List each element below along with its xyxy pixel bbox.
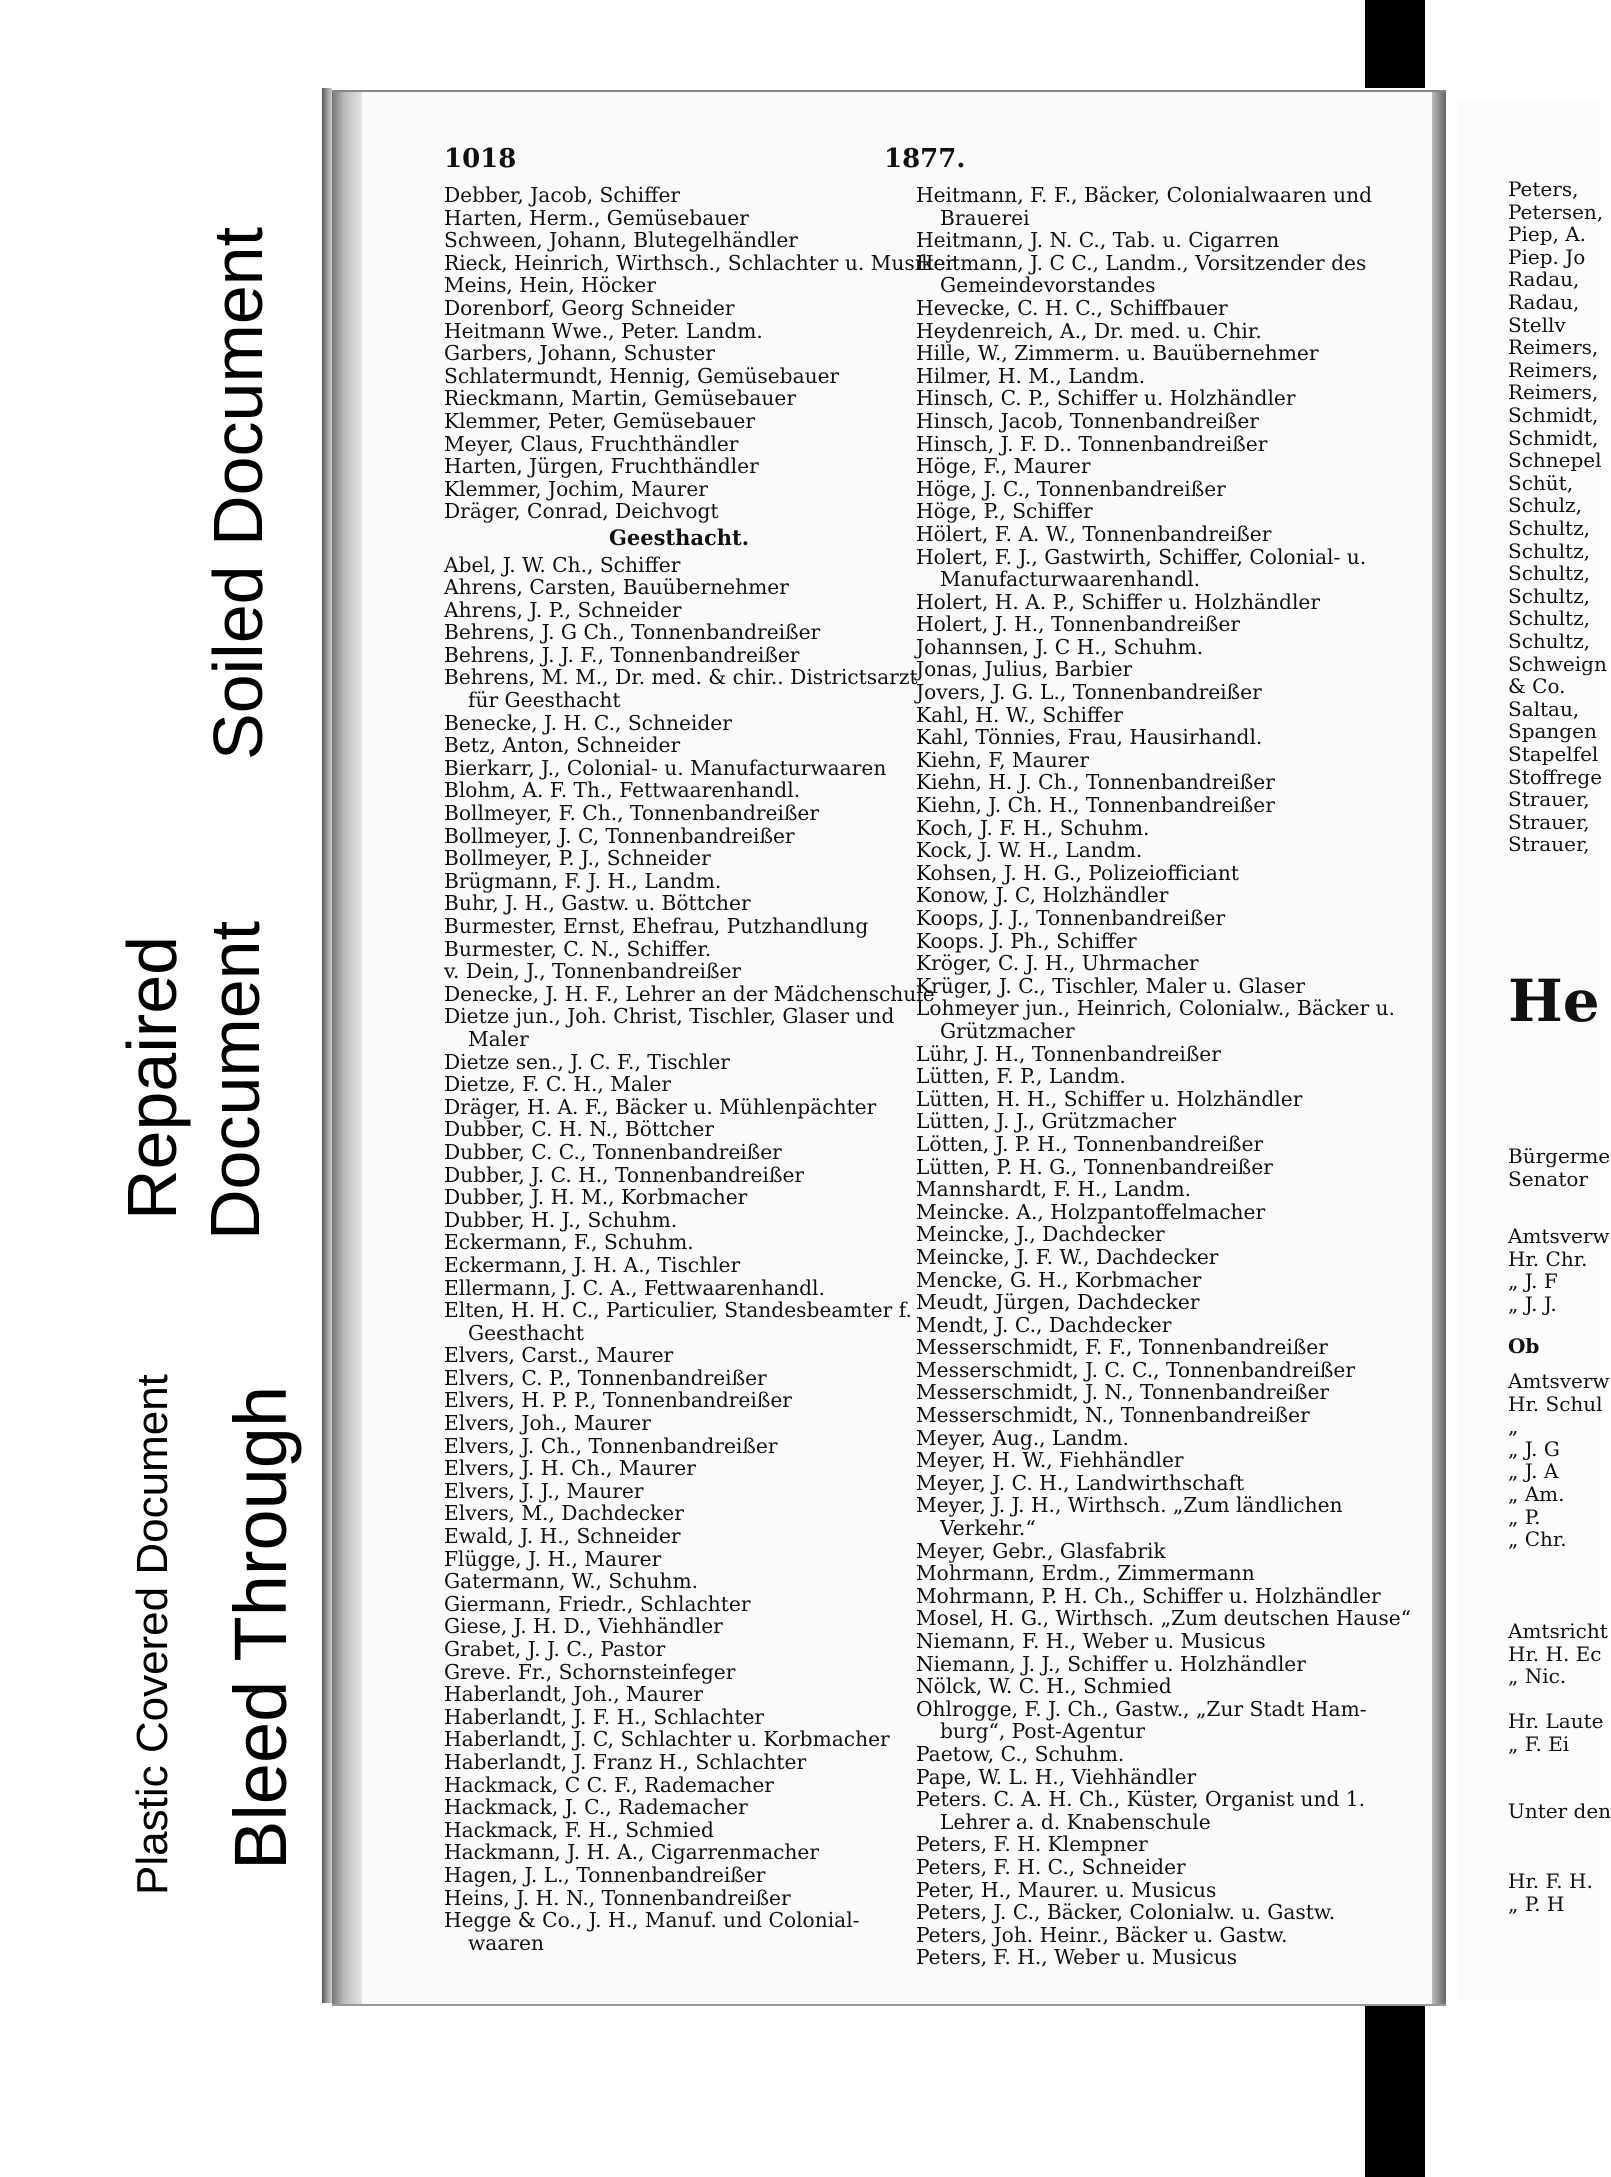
directory-entry: Meincke, J., Dachdecker (916, 1222, 1165, 1247)
adjacent-page-text: „ F. Ei (1508, 1731, 1570, 1756)
page-edge-shadow (322, 88, 332, 2003)
directory-entry: Hinsch, C. P., Schiffer u. Holzhändler (916, 386, 1296, 411)
directory-entry: Meyer, J. J. H., Wirthsch. „Zum ländlichen (916, 1493, 1343, 1518)
directory-entry: Burmester, Ernst, Ehefrau, Putzhandlung (444, 914, 869, 938)
directory-entry: Holert, H. A. P., Schiffer u. Holzhändler (916, 589, 1321, 614)
adjacent-page-text: Schmidt, (1508, 425, 1599, 450)
adjacent-page-text: Hr. Chr. (1508, 1246, 1588, 1271)
directory-entry: Dubber, J. H. M., Korbmacher (444, 1185, 748, 1210)
directory-entry: Dietze, F. C. H., Maler (444, 1072, 671, 1097)
directory-entry: Peters. C. A. H. Ch., Küster, Organist und 1. (916, 1787, 1366, 1812)
adjacent-page-text: Schnepel (1508, 448, 1602, 473)
adjacent-page-text: Hr. F. H. (1508, 1869, 1593, 1893)
directory-entry: Elvers, Joh., Maurer (444, 1411, 651, 1436)
directory-entry: Lütten, J. J., Grützmacher (916, 1109, 1177, 1134)
directory-entry: Kiehn, H. J. Ch., Tonnenbandreißer (916, 770, 1275, 795)
directory-entry: Peter, H., Maurer. u. Musicus (916, 1877, 1217, 1902)
directory-entry: Dietze jun., Joh. Christ, Tischler, Glaser und (444, 1004, 895, 1029)
left-column (444, 183, 955, 1955)
directory-entry: Meyer, Aug., Landm. (916, 1425, 1129, 1450)
adjacent-page-text: Schultz, (1508, 629, 1590, 653)
directory-entry: Betz, Anton, Schneider (444, 733, 681, 758)
page-header (444, 144, 1356, 180)
directory-entry: burg“, Post-Agentur (940, 1719, 1146, 1744)
directory-entry: Meyer, J. C. H., Landwirthschaft (916, 1470, 1245, 1495)
directory-entry: Bierkarr, J., Colonial- u. Manufacturwaaren (444, 755, 887, 780)
directory-entry: Buhr, J. H., Gastw. u. Böttcher (444, 891, 751, 916)
directory-entry: Gemeindevorstandes (940, 273, 1156, 298)
adjacent-page-text: Schultz, (1508, 516, 1590, 540)
directory-entry: Höge, P., Schiffer (916, 499, 1093, 524)
adjacent-page-text: Amtsverw (1508, 1369, 1610, 1393)
directory-entry: Kiehn, F, Maurer (916, 747, 1089, 772)
directory-entry: Jovers, J. G. L., Tonnenbandreißer (916, 680, 1262, 705)
directory-entry: Kahl, H. W., Schiffer (916, 702, 1123, 727)
directory-entry: Debber, Jacob, Schiffer (444, 183, 681, 207)
directory-entry: Kohsen, J. H. G., Polizeiofficiant (916, 860, 1240, 885)
directory-entry: Dietze sen., J. C. F., Tischler (444, 1049, 730, 1074)
directory-entry: Behrens, M. M., Dr. med. & chir.. Districtsarzt (444, 665, 918, 690)
adjacent-page-heading: He (1508, 967, 1600, 1035)
adjacent-page-text: Schultz, (1508, 583, 1590, 608)
directory-entry: Hinsch, Jacob, Tonnenbandreißer (916, 408, 1259, 433)
adjacent-page-text: Amtsverw (1508, 1224, 1610, 1248)
adjacent-page-fragment (1458, 100, 1611, 2000)
directory-entry: waaren (468, 1930, 544, 1955)
directory-entry: Haberlandt, J. C, Schlachter u. Korbmacher (444, 1727, 890, 1752)
section-heading-geesthacht: Geesthacht. (608, 524, 750, 550)
directory-entry: Peters, F. H. C., Schneider (916, 1854, 1186, 1879)
book-page (332, 90, 1446, 2006)
directory-entry: Harten, Herm., Gemüsebauer (444, 205, 749, 230)
directory-entry: Krüger, J. C., Tischler, Maler u. Glaser (916, 973, 1306, 998)
directory-entry: für Geesthacht (468, 688, 621, 713)
directory-entry: Manufacturwaarenhandl. (940, 567, 1201, 592)
directory-entry: Hackmack, F. H., Schmied (444, 1817, 714, 1842)
directory-entry: Mencke, G. H., Korbmacher (916, 1267, 1202, 1292)
directory-entry: Peters, Joh. Heinr., Bäcker u. Gastw. (916, 1922, 1288, 1947)
adjacent-page-text: Strauer, (1508, 809, 1590, 834)
adjacent-page-text: „ Chr. (1508, 1527, 1567, 1552)
adjacent-page-text: Hr. Laute (1508, 1709, 1604, 1733)
directory-entry: Heins, J. H. N., Tonnenbandreißer (444, 1885, 791, 1910)
directory-entry: Harten, Jürgen, Fruchthändler (444, 454, 759, 479)
directory-entry: Mannshardt, F. H., Landm. (916, 1177, 1192, 1202)
repaired-label-line2: Document (196, 920, 274, 1240)
directory-entry: Nölck, W. C. H., Schmied (916, 1674, 1172, 1699)
directory-entry: Heydenreich, A., Dr. med. u. Chir. (916, 318, 1262, 343)
directory-entry: Hagen, J. L., Tonnenbandreißer (444, 1862, 766, 1887)
directory-entry: Kiehn, J. Ch. H., Tonnenbandreißer (916, 793, 1275, 818)
adjacent-page-text: Radau, (1508, 290, 1580, 314)
directory-entry: Bollmeyer, J. C, Tonnenbandreißer (444, 823, 795, 848)
directory-entry: Elvers, J. Ch., Tonnenbandreißer (444, 1433, 778, 1458)
directory-entry: Lütten, H. H., Schiffer u. Holzhändler (916, 1086, 1303, 1111)
adjacent-page-text: Schultz, (1508, 538, 1590, 563)
directory-entry: Schween, Johann, Blutegelhändler (444, 228, 798, 253)
directory-entry: Grabet, J. J. C., Pastor (444, 1637, 666, 1661)
directory-entry: Koops. J. Ph., Schiffer (916, 928, 1137, 953)
directory-entry: Maler (468, 1026, 529, 1051)
directory-entry: Klemmer, Peter, Gemüsebauer (444, 408, 756, 433)
adjacent-page-text: Schmidt, (1508, 403, 1599, 427)
directory-entry: Giese, J. H. D., Viehhändler (444, 1614, 723, 1639)
directory-entry: Peters, F. H. Klempner (916, 1832, 1148, 1857)
page-year: 1877. (884, 144, 966, 174)
adjacent-page-text: Reimers, (1508, 380, 1599, 405)
directory-entry: Höge, F., Maurer (916, 454, 1091, 479)
directory-entry: Haberlandt, Joh., Maurer (444, 1682, 703, 1707)
directory-entry: Burmester, C. N., Schiffer. (444, 936, 712, 961)
adjacent-page-subheading: Ob (1508, 1334, 1540, 1358)
directory-entry: Elvers, C. P., Tonnenbandreißer (444, 1365, 767, 1390)
directory-entry: Flügge, J. H., Maurer (444, 1546, 662, 1571)
bleed-through-label: Bleed Through (219, 1385, 302, 1870)
directory-entry: Elvers, H. P. P., Tonnenbandreißer (444, 1388, 792, 1413)
directory-entry: Ahrens, Carsten, Bauübernehmer (444, 575, 789, 600)
directory-entry: Messerschmidt, J. C. C., Tonnenbandreißer (916, 1357, 1355, 1382)
directory-entry: Haberlandt, J. Franz H., Schlachter (444, 1749, 807, 1774)
directory-entry: Meyer, H. W., Fiehhändler (916, 1448, 1184, 1473)
adjacent-page-text: Reimers, (1508, 335, 1599, 360)
directory-entry: Eckermann, F., Schuhm. (444, 1230, 694, 1255)
adjacent-page-text: Peters, (1508, 177, 1579, 201)
directory-entry: Elten, H. H. C., Particulier, Standesbeamter f. (444, 1298, 912, 1323)
directory-entry: Behrens, J. G Ch., Tonnenbandreißer (444, 620, 821, 645)
directory-entry: Dubber, H. J., Schuhm. (444, 1207, 678, 1232)
directory-entry: Meins, Hein, Höcker (444, 273, 657, 298)
directory-entry: Elvers, M., Dachdecker (444, 1501, 684, 1526)
directory-entry: Ahrens, J. P., Schneider (444, 597, 682, 622)
directory-entry: Verkehr.“ (940, 1516, 1036, 1541)
adjacent-page-text: Bürgerme (1508, 1144, 1611, 1168)
directory-entry: Elvers, J. J., Maurer (444, 1478, 644, 1503)
directory-entry: Hegge & Co., J. H., Manuf. und Colonial- (444, 1908, 860, 1933)
directory-entry: Mosel, H. G., Wirthsch. „Zum deutschen Hause“ (916, 1606, 1411, 1631)
adjacent-page-text: „ Am. (1508, 1482, 1565, 1506)
directory-entry: Mohrmann, P. H. Ch., Schiffer u. Holzhändler (916, 1583, 1381, 1608)
soiled-document-label: Soiled Document (199, 226, 277, 760)
directory-entry: Ewald, J. H., Schneider (444, 1524, 681, 1549)
page-number: 1018 (444, 144, 517, 174)
directory-entry: Mendt, J. C., Dachdecker (916, 1312, 1172, 1337)
directory-entry: Johannsen, J. C H., Schuhm. (916, 634, 1204, 659)
directory-entry: Gatermann, W., Schuhm. (444, 1569, 699, 1594)
directory-entry: Lohmeyer jun., Heinrich, Colonialw., Bäcker u. (916, 996, 1395, 1021)
directory-entry: Hevecke, C. H. C., Schiffbauer (916, 295, 1228, 320)
directory-entry: Schlatermundt, Hennig, Gemüsebauer (444, 363, 840, 388)
directory-entry: Dräger, H. A. F., Bäcker u. Mühlenpächter (444, 1094, 877, 1119)
directory-entry: Lehrer a. d. Knabenschule (940, 1809, 1211, 1834)
directory-entry: Dubber, C. H. N., Böttcher (444, 1117, 714, 1142)
adjacent-page-text: „ P. H (1508, 1891, 1565, 1916)
adjacent-page-text: „ J. A (1508, 1459, 1559, 1484)
directory-entry: Heitmann, F. F., Bäcker, Colonialwaaren und (916, 183, 1373, 207)
adjacent-page-text: „ P. (1508, 1504, 1541, 1529)
directory-entry: Lühr, J. H., Tonnenbandreißer (916, 1041, 1221, 1066)
directory-entry: Höge, J. C., Tonnenbandreißer (916, 476, 1226, 501)
adjacent-page-text: Schulz, (1508, 493, 1582, 518)
directory-entry: Heitmann, J. C C., Landm., Vorsitzender des (916, 250, 1367, 275)
directory-entry: Greve. Fr., Schornsteinfeger (444, 1659, 736, 1684)
adjacent-page-text: Stoffrege (1508, 764, 1603, 789)
directory-entry: Ellermann, J. C. A., Fettwaarenhandl. (444, 1275, 825, 1300)
adjacent-page-text: Amtsricht (1508, 1619, 1608, 1643)
directory-entry: Meudt, Jürgen, Dachdecker (916, 1290, 1200, 1315)
directory-entry: Denecke, J. H. F., Lehrer an der Mädchenschule (444, 981, 935, 1006)
adjacent-page-text: Unter den (1508, 1799, 1611, 1823)
directory-entry: Messerschmidt, N., Tonnenbandreißer (916, 1403, 1310, 1428)
adjacent-page-text: „ J. G (1508, 1436, 1560, 1461)
adjacent-page-text: Strauer, (1508, 832, 1590, 857)
directory-entry: Kock, J. W. H., Landm. (916, 838, 1143, 863)
adjacent-page-text: „ J. F (1508, 1269, 1558, 1294)
plastic-covered-label: Plastic Covered Document (128, 1374, 177, 1895)
directory-entry: Hölert, F. A. W., Tonnenbandreißer (916, 521, 1272, 546)
directory-entry: Brauerei (940, 205, 1030, 230)
directory-entry: Kahl, Tönnies, Frau, Hausirhandl. (916, 725, 1263, 750)
directory-entry: Lötten, J. P. H., Tonnenbandreißer (916, 1131, 1264, 1156)
directory-entry: Dorenborf, Georg Schneider (444, 295, 735, 320)
adjacent-page-text: Senator (1508, 1166, 1588, 1191)
directory-entry: Ohlrogge, F. J. Ch., Gastw., „Zur Stadt Ham- (916, 1696, 1367, 1721)
directory-entry: Meincke. A., Holzpantoffelmacher (916, 1199, 1266, 1224)
black-tab-top (1365, 0, 1425, 88)
directory-entry: Grützmacher (940, 1018, 1075, 1043)
directory-entry: Brügmann, F. J. H., Landm. (444, 868, 722, 893)
directory-entry: Giermann, Friedr., Schlachter (444, 1591, 751, 1616)
adjacent-page-text: Saltau, (1508, 696, 1580, 721)
directory-entry: Niemann, J. J., Schiffer u. Holzhändler (916, 1651, 1306, 1676)
adjacent-page-text: Petersen, (1508, 199, 1604, 224)
directory-entry: v. Dein, J., Tonnenbandreißer (444, 959, 742, 984)
page-spine-edge (332, 92, 362, 2004)
page-gutter (1432, 92, 1446, 2004)
adjacent-page-text: Spangen (1508, 719, 1597, 744)
right-column (916, 183, 1411, 1970)
directory-entry: Hille, W., Zimmerm. u. Bauübernehmer (916, 341, 1319, 366)
directory-entry: Niemann, F. H., Weber u. Musicus (916, 1629, 1266, 1653)
directory-entry: Geesthacht (468, 1320, 584, 1345)
directory-entry: Konow, J. C, Holzhändler (916, 883, 1169, 908)
directory-entry: Abel, J. W. Ch., Schiffer (444, 552, 681, 577)
directory-entry: Bollmeyer, F. Ch., Tonnenbandreißer (444, 801, 820, 826)
directory-entry: Behrens, J. J. F., Tonnenbandreißer (444, 642, 800, 667)
adjacent-page-text: Strauer, (1508, 787, 1590, 812)
adjacent-page-text: Hr. H. Ec (1508, 1641, 1602, 1666)
directory-entry: Dräger, Conrad, Deichvogt (444, 499, 719, 524)
directory-entry: Peters, J. C., Bäcker, Colonialw. u. Gastw. (916, 1900, 1336, 1925)
directory-entry: Kröger, C. J. H., Uhrmacher (916, 951, 1199, 976)
directory-entry: Rieck, Heinrich, Wirthsch., Schlachter u. Musiker (444, 250, 955, 275)
directory-entry: Hackmack, J. C., Rademacher (444, 1795, 748, 1820)
directory-entry: Paetow, C., Schuhm. (916, 1741, 1125, 1766)
adjacent-page-text: Schweign (1508, 651, 1607, 676)
directory-entry: Koch, J. F. H., Schuhm. (916, 815, 1150, 840)
directory-entry: Heitmann, J. N. C., Tab. u. Cigarren (916, 228, 1280, 253)
directory-entry: Jonas, Julius, Barbier (916, 657, 1133, 682)
directory-entry: Messerschmidt, F. F., Tonnenbandreißer (916, 1335, 1328, 1360)
directory-entry: Klemmer, Jochim, Maurer (444, 476, 708, 501)
adjacent-page-text: Stapelfel (1508, 742, 1599, 766)
directory-entry: Holert, F. J., Gastwirth, Schiffer, Colonial- u. (916, 544, 1367, 569)
adjacent-page-text: „ J. J. (1508, 1291, 1557, 1316)
directory-entry: Lütten, F. P., Landm. (916, 1064, 1126, 1089)
adjacent-page-text: & Co. (1508, 674, 1566, 699)
directory-entry: Pape, W. L. H., Viehhändler (916, 1764, 1197, 1789)
adjacent-page-text: Hr. Schul (1508, 1391, 1603, 1416)
directory-entry: Meyer, Claus, Fruchthändler (444, 431, 739, 456)
directory-entry: Meincke, J. F. W., Dachdecker (916, 1244, 1219, 1269)
adjacent-page-text: Piep. Jo (1508, 244, 1586, 269)
directory-entry: Hackmann, J. H. A., Cigarrenmacher (444, 1840, 820, 1865)
directory-entry: Holert, J. H., Tonnenbandreißer (916, 612, 1240, 637)
directory-entry: Rieckmann, Martin, Gemüsebauer (444, 386, 796, 411)
adjacent-page-text: Schultz, (1508, 561, 1590, 586)
directory-entry: Hilmer, H. M., Landm. (916, 363, 1146, 388)
directory-entry: Heitmann Wwe., Peter. Landm. (444, 318, 763, 343)
directory-entry: Peters, F. H., Weber u. Musicus (916, 1945, 1238, 1970)
directory-entry: Mohrmann, Erdm., Zimmermann (916, 1561, 1255, 1586)
directory-entry: Elvers, J. H. Ch., Maurer (444, 1456, 696, 1481)
directory-entry: Koops, J. J., Tonnenbandreißer (916, 906, 1226, 930)
directory-entry: Elvers, Carst., Maurer (444, 1343, 674, 1368)
repaired-label-line1: Repaired (113, 935, 191, 1220)
adjacent-page-text: Schüt, (1508, 470, 1574, 495)
directory-entry: Haberlandt, J. F. H., Schlachter (444, 1704, 765, 1729)
adjacent-page-text: „ Nic. (1508, 1664, 1567, 1689)
directory-entry: Hackmack, C C. F., Rademacher (444, 1772, 774, 1797)
directory-entry: Eckermann, J. H. A., Tischler (444, 1252, 741, 1277)
adjacent-page-text: Radau, (1508, 267, 1580, 292)
directory-entry: Bollmeyer, P. J., Schneider (444, 846, 711, 871)
directory-entry: Messerschmidt, J. N., Tonnenbandreißer (916, 1380, 1330, 1405)
adjacent-page-text: Stellv (1508, 312, 1566, 337)
directory-entry: Lütten, P. H. G., Tonnenbandreißer (916, 1154, 1273, 1179)
adjacent-page-text: Schultz, (1508, 606, 1590, 631)
directory-entry: Meyer, Gebr., Glasfabrik (916, 1538, 1166, 1563)
adjacent-page-text: Piep, A. (1508, 222, 1587, 247)
directory-entry: Dubber, C. C., Tonnenbandreißer (444, 1139, 782, 1164)
directory-entry: Benecke, J. H. C., Schneider (444, 710, 732, 735)
adjacent-page-text: Reimers, (1508, 357, 1599, 382)
directory-entry: Blohm, A. F. Th., Fettwaarenhandl. (444, 778, 801, 803)
directory-entry: Hinsch, J. F. D.. Tonnenbandreißer (916, 431, 1268, 456)
adjacent-page-text: „ (1508, 1414, 1519, 1439)
directory-entry: Dubber, J. C. H., Tonnenbandreißer (444, 1162, 805, 1187)
directory-entry: Garbers, Johann, Schuster (444, 341, 715, 366)
